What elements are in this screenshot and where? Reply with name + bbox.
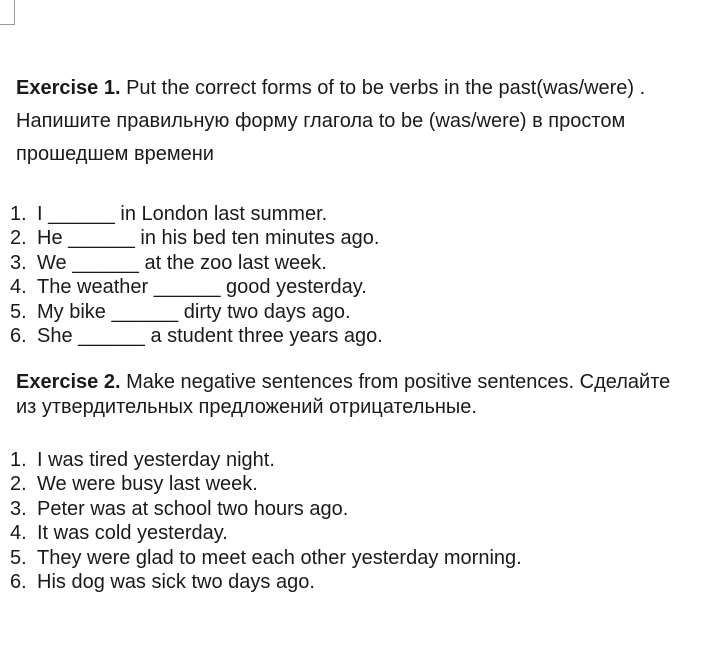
item-number: 5.: [10, 546, 27, 569]
item-text: We were busy last week.: [37, 473, 258, 496]
item-text: They were glad to meet each other yesterday morning.: [37, 546, 522, 569]
item-number: 3.: [10, 497, 27, 520]
exercise-1-instruction-ru-cont: прошедшем времени: [16, 143, 214, 165]
list-item: [10, 521, 522, 545]
list-item: [10, 275, 383, 299]
list-item: [10, 570, 522, 594]
exercise-2-instruction-ru: из утвердительных предложений отрицательные.: [16, 396, 477, 418]
exercise-1-title: Exercise 1.: [16, 77, 121, 99]
list-item: [10, 546, 522, 570]
item-number: 6.: [10, 325, 27, 348]
exercise-2-title: Exercise 2.: [16, 371, 121, 393]
item-text: I ______ in London last summer.: [37, 203, 328, 225]
item-number: 6.: [10, 571, 27, 594]
list-item: [10, 202, 383, 226]
exercise-1-instruction-ru: Напишите правильную форму глагола to be (was/were) в простом: [16, 110, 626, 132]
exercise-1-line-1: [16, 72, 703, 105]
exercise-2-line-1: [16, 370, 703, 395]
item-text: The weather ______ good yesterday.: [37, 276, 367, 299]
list-item: [10, 448, 522, 472]
item-number: 1.: [10, 449, 27, 471]
item-text: I was tired yesterday night.: [37, 449, 275, 471]
item-number: 3.: [10, 251, 27, 274]
exercise-1-instruction: Put the correct forms of to be verbs in the past(was/were) .: [120, 77, 646, 99]
page-corner-marker: [0, 0, 15, 25]
item-text: She ______ a student three years ago.: [37, 325, 383, 348]
item-text: Peter was at school two hours ago.: [37, 497, 349, 520]
item-text: It was cold yesterday.: [37, 522, 228, 545]
exercise-2-header: [16, 370, 703, 420]
item-text: We ______ at the zoo last week.: [37, 251, 327, 274]
item-number: 4.: [10, 522, 27, 545]
item-number: 2.: [10, 473, 27, 496]
item-text: My bike ______ dirty two days ago.: [37, 300, 351, 323]
list-item: [10, 226, 383, 250]
item-number: 5.: [10, 300, 27, 323]
item-text: He ______ in his bed ten minutes ago.: [37, 227, 380, 250]
exercise-1-list: [10, 202, 383, 348]
list-item: [10, 251, 383, 275]
list-item: [10, 324, 383, 348]
exercise-1-header: [16, 72, 703, 171]
list-item: [10, 300, 383, 324]
exercise-2-instruction: Make negative sentences from positive sentences. Сделайте: [120, 371, 671, 393]
item-text: His dog was sick two days ago.: [37, 571, 315, 594]
list-item: [10, 497, 522, 521]
item-number: 1.: [10, 203, 27, 225]
item-number: 4.: [10, 276, 27, 299]
exercise-2-list: [10, 448, 522, 594]
list-item: [10, 472, 522, 496]
item-number: 2.: [10, 227, 27, 250]
